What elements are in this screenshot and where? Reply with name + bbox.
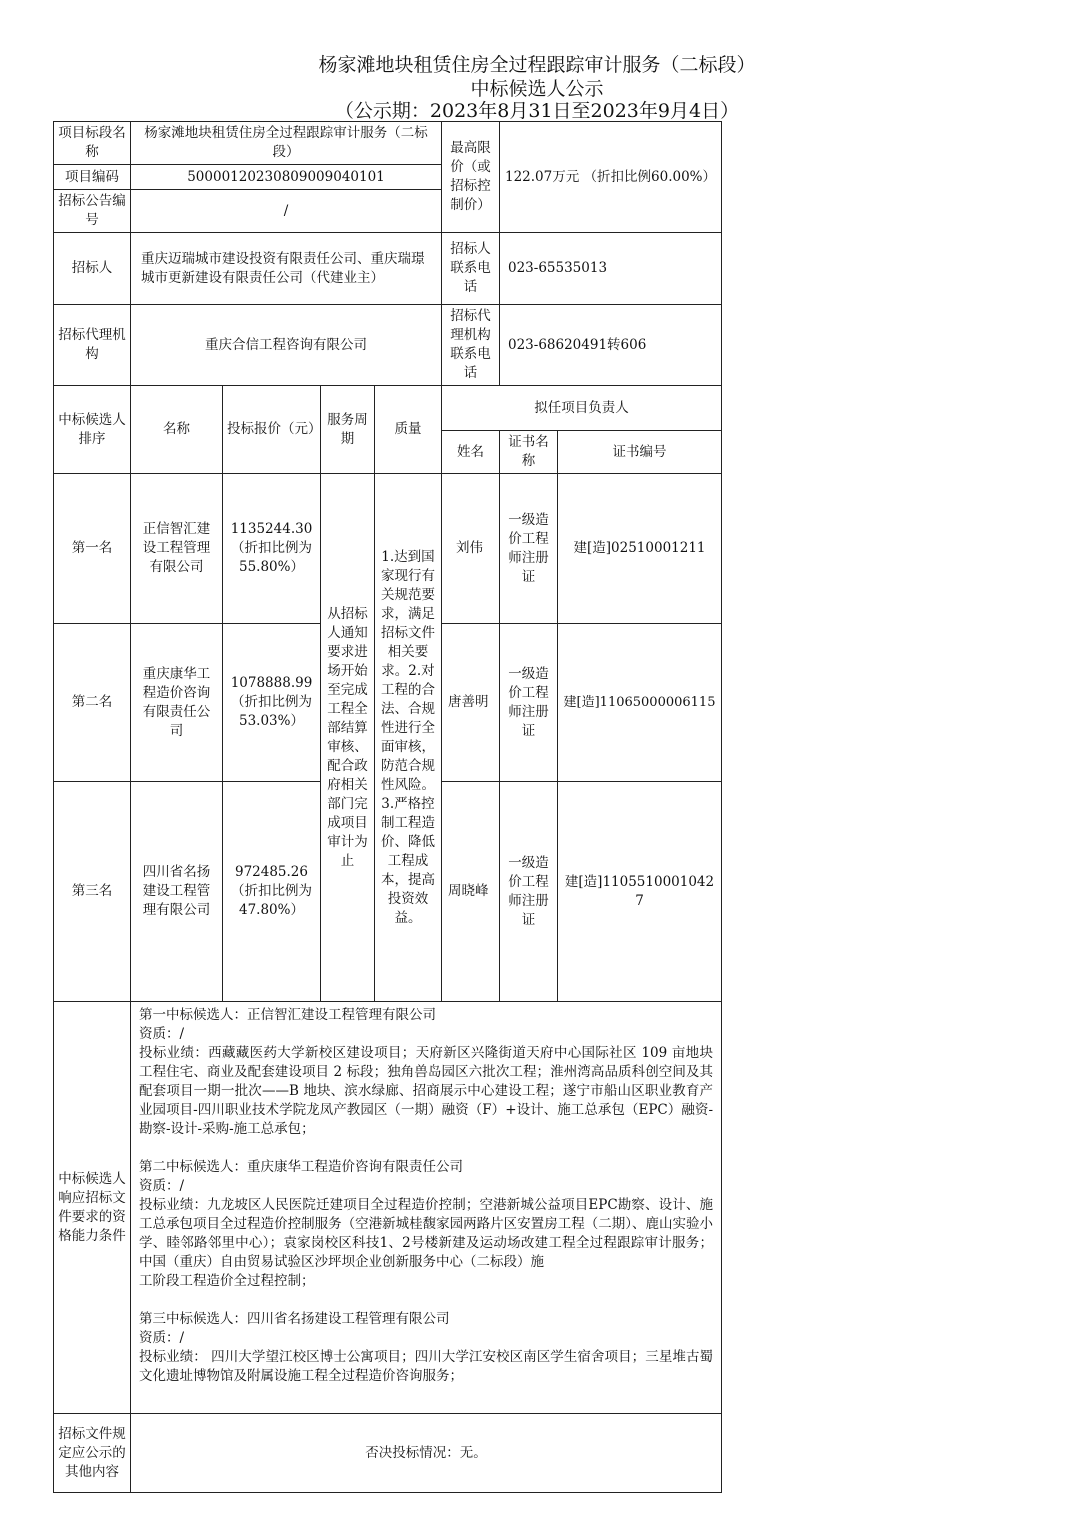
title-line-2: 中标候选人公示 [470, 78, 604, 100]
candidate-1-cert-no: 建[造]02510001211 [558, 474, 722, 624]
candidate-2-cert-name: 一级造价工程师注册证 [500, 624, 558, 782]
header-rank: 中标候选人排序 [54, 386, 131, 474]
project-name-value: 杨家滩地块租赁住房全过程跟踪审计服务（二标段） [131, 122, 442, 165]
candidate-3-person: 周晓峰 [442, 782, 500, 1002]
candidate-2-cert-no: 建[造]11065000006115 [558, 624, 722, 782]
candidate-1-person: 刘伟 [442, 474, 500, 624]
spacer [139, 1139, 713, 1158]
candidate-1-qualification: 资质：/ [139, 1026, 185, 1042]
tenderer-phone-value: 023-65535013 [500, 233, 722, 305]
candidate-3-price: 972485.26（折扣比例为 47.80%） [223, 782, 321, 1002]
candidate-1-performance: 投标业绩：西藏藏医药大学新校区建设项目；天府新区兴隆街道天府中心国际社区 109 亩地块工程住宅、商业及配套建设项目 2 标段；独角兽岛园区六批次工程；淮州湾高品质科创空间及其配套项目一期一批次——B 地块、滨水绿廊、招商展示中心建设工程；遂宁市船山区职业教育产业园项目-四川职业技术学院龙凤产教园区（一期）融资（F）+设计、施工总承包（EPC）融资-勘察-设计-采购-施工总承包； [139, 1045, 714, 1137]
candidate-3-rank: 第三名 [54, 782, 131, 1002]
header-name: 名称 [131, 386, 223, 474]
announcement-table [53, 121, 722, 1493]
title-line-1: 杨家滩地块租赁住房全过程跟踪审计服务（二标段） [318, 54, 756, 76]
candidate-1-name: 正信智汇建设工程管理有限公司 [131, 474, 223, 624]
project-name-label: 项目标段名称 [54, 122, 131, 165]
project-code-label: 项目编码 [54, 165, 131, 190]
quality-requirement: 1.达到国家现行有关规范要求，满足招标文件相关要求。2.对工程的合法、合规性进行全面审核，防范合规性风险。3.严格控制工程造价、降低工程成本，提高投资效益。 [375, 474, 442, 1002]
requirements-content [131, 1002, 722, 1414]
agency-phone-label: 招标代理机构联系电话 [442, 305, 500, 386]
candidate-3-performance: 投标业绩： 四川大学望江校区博士公寓项目；四川大学江安校区南区学生宿舍项目；三星堆古蜀文化遗址博物馆及附属设施工程全过程造价咨询服务； [139, 1349, 714, 1384]
candidate-2-name: 重庆康华工程造价咨询有限责任公司 [131, 624, 223, 782]
tenderer-phone-label: 招标人联系电话 [442, 233, 500, 305]
table-row [54, 474, 722, 624]
header-quality: 质量 [375, 386, 442, 474]
other-label: 招标文件规定应公示的其他内容 [54, 1414, 131, 1493]
spacer [139, 1291, 713, 1310]
candidate-1-price: 1135244.30（折扣比例为 55.80%） [223, 474, 321, 624]
candidate-1-title: 第一中标候选人：正信智汇建设工程管理有限公司 [139, 1007, 436, 1023]
candidate-1-rank: 第一名 [54, 474, 131, 624]
max-price-value: 122.07万元 （折扣比例60.00%） [500, 122, 722, 233]
agency-value: 重庆合信工程咨询有限公司 [131, 305, 442, 386]
notice-no-value: / [131, 190, 442, 233]
candidate-3-qualification: 资质：/ [139, 1330, 185, 1346]
candidate-2-title: 第二中标候选人：重庆康华工程造价咨询有限责任公司 [139, 1159, 463, 1175]
header-price: 投标报价（元） [223, 386, 321, 474]
header-manager: 拟任项目负责人 [442, 386, 722, 431]
notice-no-label: 招标公告编号 [54, 190, 131, 233]
candidate-3-name: 四川省名扬建设工程管理有限公司 [131, 782, 223, 1002]
agency-phone-value: 023-68620491转606 [500, 305, 722, 386]
agency-label: 招标代理机构 [54, 305, 131, 386]
requirements-label: 中标候选人响应招标文件要求的资格能力条件 [54, 1002, 131, 1414]
candidate-2-person: 唐善明 [442, 624, 500, 782]
project-code-value: 500001202308090090401​01 [131, 165, 442, 190]
title-line-3: （公示期：2023年8月31日至2023年9月4日） [334, 100, 740, 122]
candidate-3-title: 第三中标候选人：四川省名扬建设工程管理有限公司 [139, 1311, 450, 1327]
candidate-2-performance: 投标业绩：九龙坡区人民医院迁建项目全过程造价控制；空港新城公益项目EPC勘察、设计、施工总承包项目全过程造价控制服务（空港新城桂馥家园两路片区安置房工程（二期）、鹿山实验小学、睦邻路邻里中心）；袁家岗校区科技1、2号楼新建及运动场改建工程全过程跟踪审计服务；中国（重庆）自由贸易试验区沙坪坝企业创新服务中心（二标段）施 [139, 1197, 714, 1270]
candidate-2-rank: 第二名 [54, 624, 131, 782]
max-price-label: 最高限价（或招标控制价） [442, 122, 500, 233]
candidate-3-cert-name: 一级造价工程师注册证 [500, 782, 558, 1002]
candidate-1-cert-name: 一级造价工程师注册证 [500, 474, 558, 624]
tenderer-label: 招标人 [54, 233, 131, 305]
candidate-3-cert-no: 建[造]11055100010427 [558, 782, 722, 1002]
tenderer-value: 重庆迈瑞城市建设投资有限责任公司、重庆瑞璟城市更新建设有限责任公司（代建业主） [131, 233, 442, 305]
candidate-2-price: 1078888.99（折扣比例为 53.03%） [223, 624, 321, 782]
candidate-2-qualification: 资质：/ [139, 1178, 185, 1194]
candidate-2-performance-cont: 工阶段工程造价全过程控制； [139, 1273, 315, 1289]
other-value: 否决投标情况：无。 [131, 1414, 722, 1493]
service-period: 从招标人通知要求进场开始至完成工程全部结算审核、配合政府相关部门完成项目审计为止 [321, 474, 375, 1002]
header-cert-no: 证书编号 [558, 431, 722, 474]
header-person: 姓名 [442, 431, 500, 474]
header-period: 服务周期 [321, 386, 375, 474]
header-cert-name: 证书名称 [500, 431, 558, 474]
